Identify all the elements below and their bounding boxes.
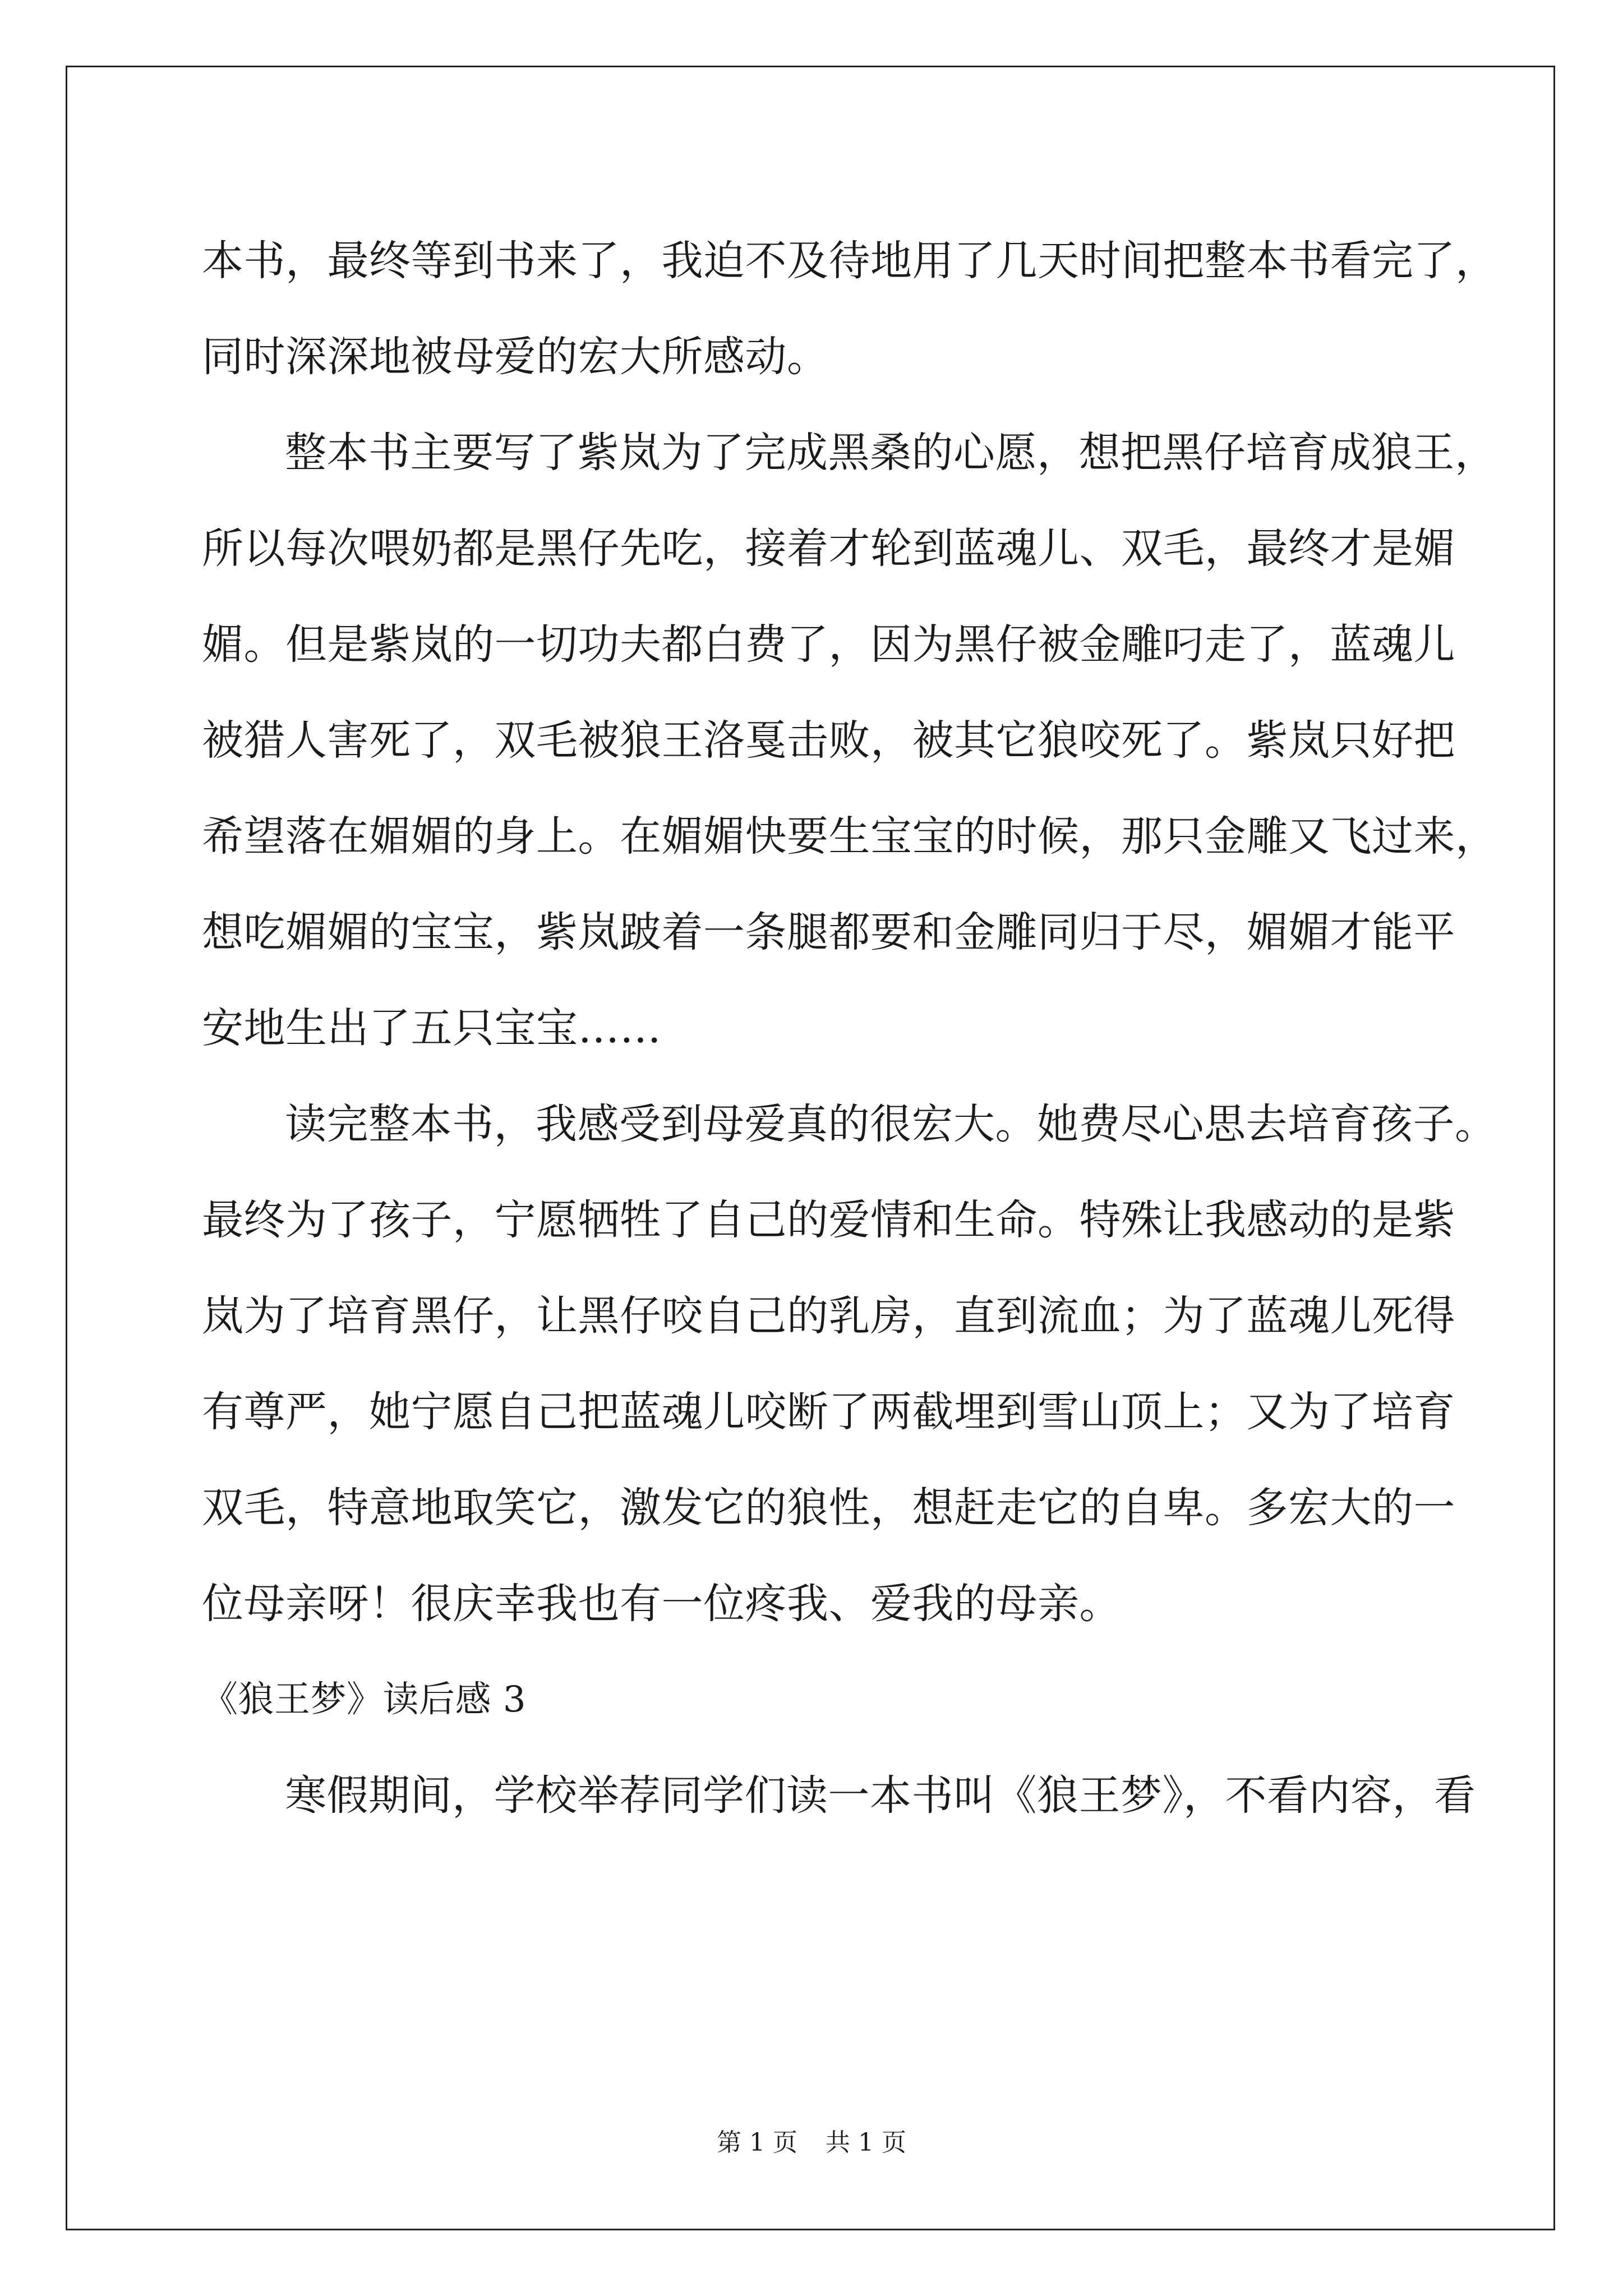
text-line: 想吃媚媚的宝宝，紫岚跛着一条腿都要和金雕同归于尽，媚媚才能平	[202, 908, 1455, 956]
section-heading: 《狼王梦》读后感 3	[202, 1679, 527, 1720]
page-number: 第 1 页	[717, 2128, 797, 2157]
page-total: 共 1 页	[826, 2128, 906, 2157]
text-line: 岚为了培育黑仔，让黑仔咬自己的乳房，直到流血；为了蓝魂儿死得	[202, 1292, 1455, 1340]
text-line: 位母亲呀！很庆幸我也有一位疼我、爱我的母亲。	[202, 1580, 1121, 1628]
text-line: 整本书主要写了紫岚为了完成黑桑的心愿，想把黑仔培育成狼王，	[285, 429, 1497, 477]
text-line: 希望落在媚媚的身上。在媚媚快要生宝宝的时候，那只金雕又飞过来，	[202, 812, 1497, 861]
document-body	[202, 213, 1497, 1844]
text-line: 读完整本书，我感受到母爱真的很宏大。她费尽心思去培育孩子。	[285, 1100, 1497, 1148]
text-line: 双毛，特意地取笑它，激发它的狼性，想赶走它的自卑。多宏大的一	[202, 1484, 1455, 1532]
paragraph-reflection	[202, 1076, 1497, 1652]
text-line: 有尊严，她宁愿自己把蓝魂儿咬断了两截埋到雪山顶上；又为了培育	[202, 1388, 1455, 1436]
text-line: 最终为了孩子，宁愿牺牲了自己的爱情和生命。特殊让我感动的是紫	[202, 1196, 1455, 1244]
page-footer	[0, 2126, 1623, 2160]
paragraph-summary	[202, 405, 1497, 1076]
text-line: 本书，最终等到书来了，我迫不及待地用了几天时间把整本书看完了，	[202, 237, 1497, 285]
text-line: 安地生出了五只宝宝……	[202, 1004, 662, 1052]
paragraph-continuation	[202, 213, 1497, 405]
text-line: 被猎人害死了，双毛被狼王洛戛击败，被其它狼咬死了。紫岚只好把	[202, 716, 1455, 765]
text-line: 同时深深地被母爱的宏大所感动。	[202, 333, 829, 381]
text-line: 所以每次喂奶都是黑仔先吃，接着才轮到蓝魂儿、双毛，最终才是媚	[202, 524, 1455, 573]
text-line: 媚。但是紫岚的一切功夫都白费了，因为黑仔被金雕叼走了，蓝魂儿	[202, 620, 1455, 669]
text-line: 寒假期间，学校举荐同学们读一本书叫《狼王梦》，不看内容，看	[285, 1772, 1476, 1820]
